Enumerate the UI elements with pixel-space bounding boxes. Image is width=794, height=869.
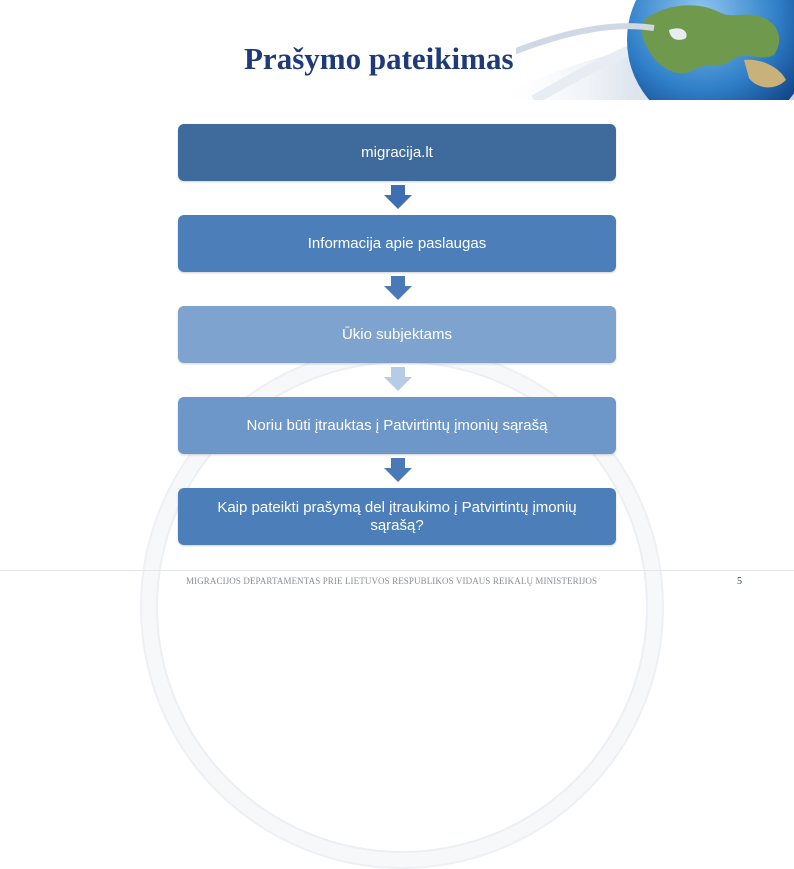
footer-divider [0,570,794,571]
page-number: 5 [737,576,742,587]
globe-icon [494,0,794,100]
page-title: Prašymo pateikimas [242,38,516,80]
flow-step-1: migracija.lt [178,124,616,181]
flow-step-4: Noriu būti įtrauktas į Patvirtintų įmonių sąrašą [178,397,616,454]
down-arrow-icon [384,367,412,391]
footer-text: MIGRACIJOS DEPARTAMENTAS PRIE LIETUVOS RESPUBLIKOS VIDAUS REIKALŲ MINISTERIJOS [186,576,598,586]
down-arrow-icon [384,185,412,209]
down-arrow-icon [384,276,412,300]
down-arrow-icon [384,458,412,482]
flow-step-5: Kaip pateikti prašymą del įtraukimo į Patvirtintų įmonių sąrašą? [178,488,616,545]
flow-step-2: Informacija apie paslaugas [178,215,616,272]
flow-step-3: Ūkio subjektams [178,306,616,363]
globe-decoration [494,0,794,100]
